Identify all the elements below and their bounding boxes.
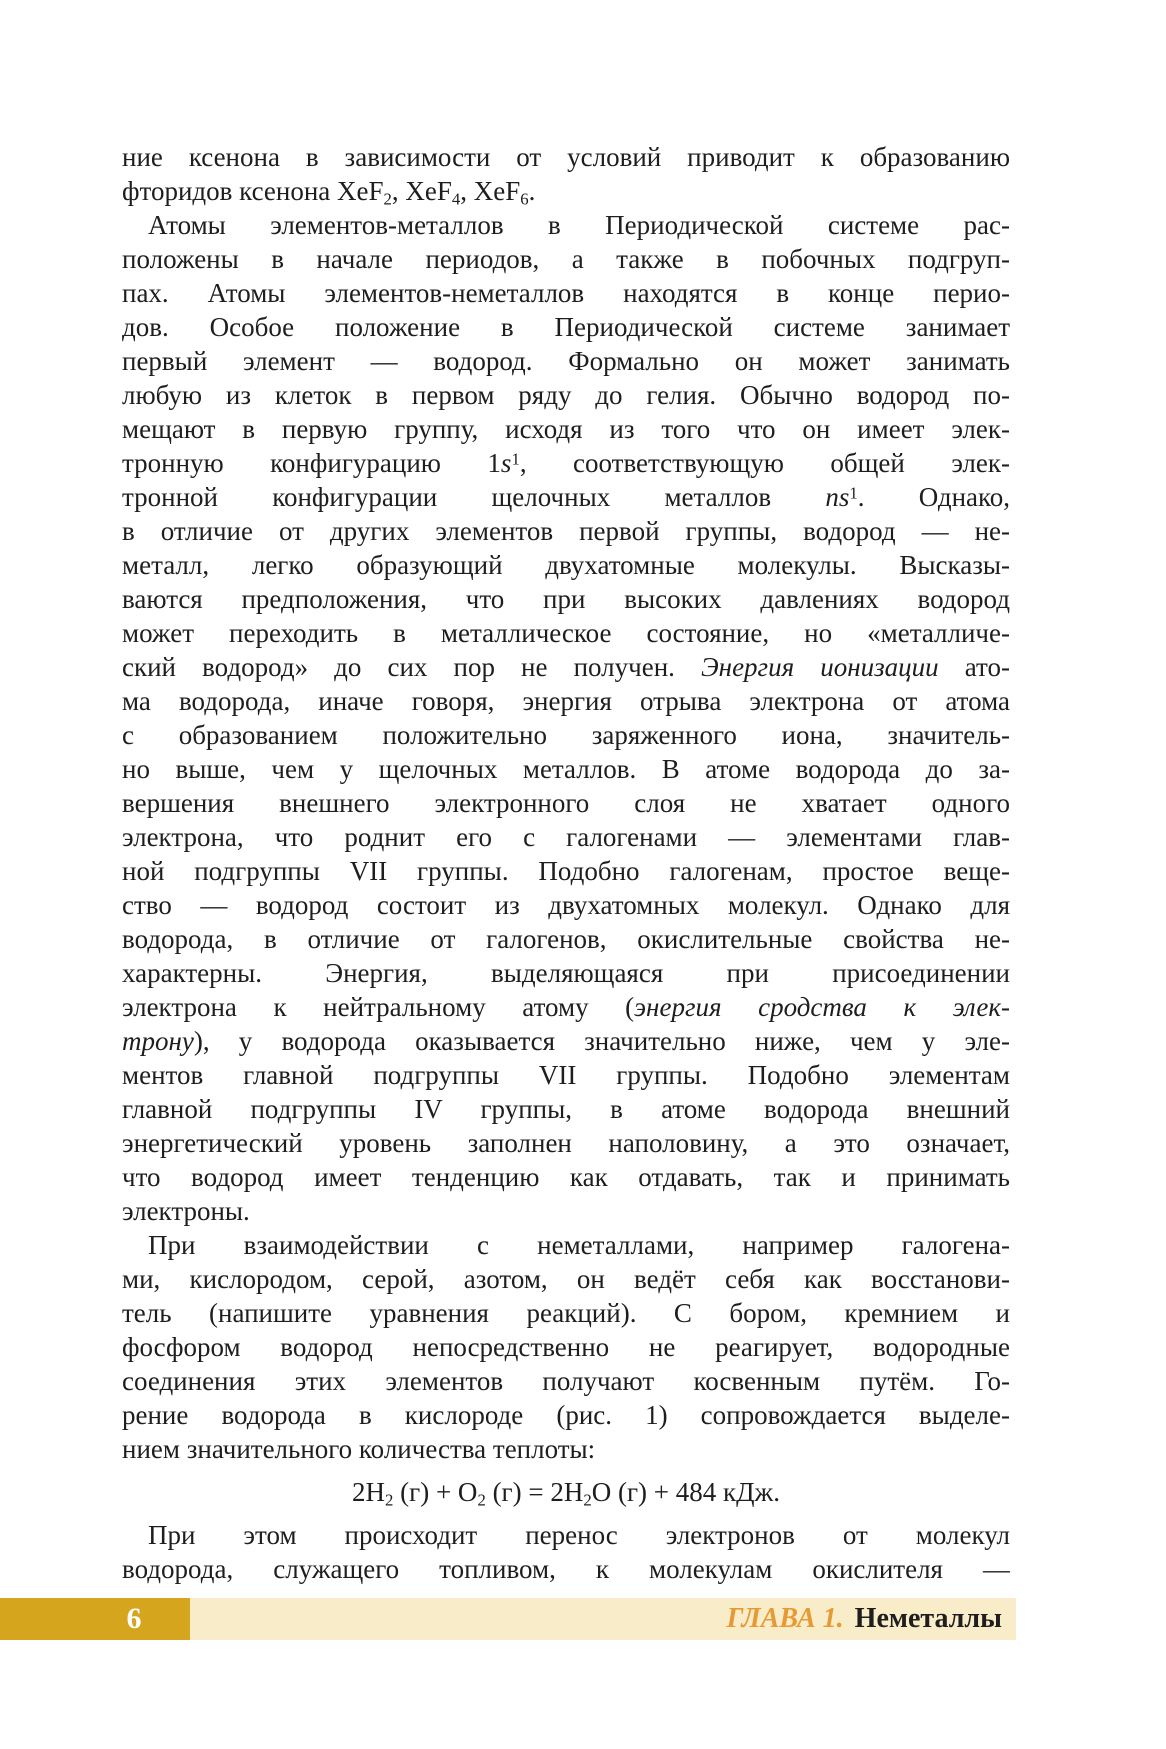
- chapter-label: ГЛАВА 1.: [726, 1603, 844, 1634]
- text-line: дов. Особое положение в Периодической системе занимает: [122, 312, 1010, 342]
- page-number: 6: [126, 1602, 142, 1635]
- text-line: вершения внешнего электронного слоя не хватает одного: [122, 788, 1010, 818]
- text-line: соединения этих элементов получают косвенным путём. Го-: [122, 1366, 1010, 1396]
- text-line: электрона к нейтральному атому (энергия сродства к элек-: [122, 992, 1010, 1022]
- text-line: тронную конфигурацию $1s^1$, соответствующую общей элек-: [122, 448, 1010, 478]
- text-line: главной подгруппы IV группы, в атоме водорода внешний: [122, 1094, 1010, 1124]
- text-line: тель (напишите уравнения реакций). С бором, кремнием и: [122, 1298, 1010, 1328]
- text-line: ский водород» до сих пор не получен. Энергия ионизации ато-: [122, 652, 1010, 682]
- text-line: ментов главной подгруппы VII группы. Подобно элементам: [122, 1060, 1010, 1090]
- text-line: положены в начале периодов, а также в побочных подгруп-: [122, 244, 1010, 274]
- text-line: фторидов ксенона XeF$_2$, XeF$_4$, XeF$_6$.: [122, 176, 536, 208]
- text-line: пах. Атомы элементов-неметаллов находятся в конце перио-: [122, 278, 1010, 308]
- text-line: Атомы элементов-металлов в Периодической системе рас-: [148, 210, 1010, 240]
- text-line: металл, легко образующий двухатомные молекулы. Высказы-: [122, 550, 1010, 580]
- text-line: ма водорода, иначе говоря, энергия отрыва электрона от атома: [122, 686, 1010, 716]
- text-line: с образованием положительно заряженного иона, значитель-: [122, 720, 1010, 750]
- text-line: При этом происходит перенос электронов от молекул: [148, 1520, 1010, 1550]
- text-line: но выше, чем у щелочных металлов. В атоме водорода до за-: [122, 754, 1010, 784]
- text-line: нием значительного количества теплоты:: [122, 1434, 596, 1464]
- text-line: При взаимодействии с неметаллами, например галогена-: [148, 1230, 1010, 1260]
- page-number-block: [0, 1598, 190, 1640]
- text-line: электроны.: [122, 1196, 250, 1226]
- text-line: ми, кислородом, серой, азотом, он ведёт себя как восстанови-: [122, 1264, 1010, 1294]
- page-footer: [0, 1598, 1166, 1640]
- chapter-band: [190, 1598, 1016, 1640]
- text-line: водорода, в отличие от галогенов, окислительные свойства не-: [122, 924, 1010, 954]
- text-line: фосфором водород непосредственно не реагирует, водородные: [122, 1332, 1010, 1362]
- text-line: мещают в первую группу, исходя из того что он имеет элек-: [122, 414, 1010, 444]
- text-line: ной подгруппы VII группы. Подобно галогенам, простое веще-: [122, 856, 1010, 886]
- body-text: [122, 140, 1010, 1586]
- text-line: водорода, служащего топливом, к молекулам окислителя —: [122, 1554, 1010, 1584]
- text-line: рение водорода в кислороде (рис. 1) сопровождается выделе-: [122, 1400, 1010, 1430]
- chemical-equation: $2H_2$ $(г) + O_2$ $(г) = 2H_2O$ (г) + 484 кДж.: [352, 1477, 780, 1510]
- text-line: в отличие от других элементов первой группы, водород — не-: [122, 516, 1010, 546]
- text-line: тронной конфигурации щелочных металлов $ns^1$. Однако,: [122, 482, 1010, 512]
- text-line: энергетический уровень заполнен наполовину, а это означает,: [122, 1128, 1010, 1158]
- text-line: ство — водород состоит из двухатомных молекул. Однако для: [122, 890, 1010, 920]
- text-line: что водород имеет тенденцию как отдавать, так и принимать: [122, 1162, 1010, 1192]
- text-line: ваются предположения, что при высоких давлениях водород: [122, 584, 1010, 614]
- text-line: любую из клеток в первом ряду до гелия. Обычно водород по-: [122, 380, 1010, 410]
- text-line: характерны. Энергия, выделяющаяся при присоединении: [122, 958, 1010, 988]
- text-line: ние ксенона в зависимости от условий приводит к образованию: [122, 142, 1010, 172]
- text-line: электрона, что роднит его с галогенами — элементами глав-: [122, 822, 1010, 852]
- text-line: первый элемент — водород. Формально он может занимать: [122, 346, 1010, 376]
- text-line: трону), у водорода оказывается значительно ниже, чем у эле-: [122, 1026, 1010, 1056]
- chapter-title: Неметаллы: [854, 1603, 1002, 1634]
- text-line: может переходить в металлическое состояние, но «металличе-: [122, 618, 1010, 648]
